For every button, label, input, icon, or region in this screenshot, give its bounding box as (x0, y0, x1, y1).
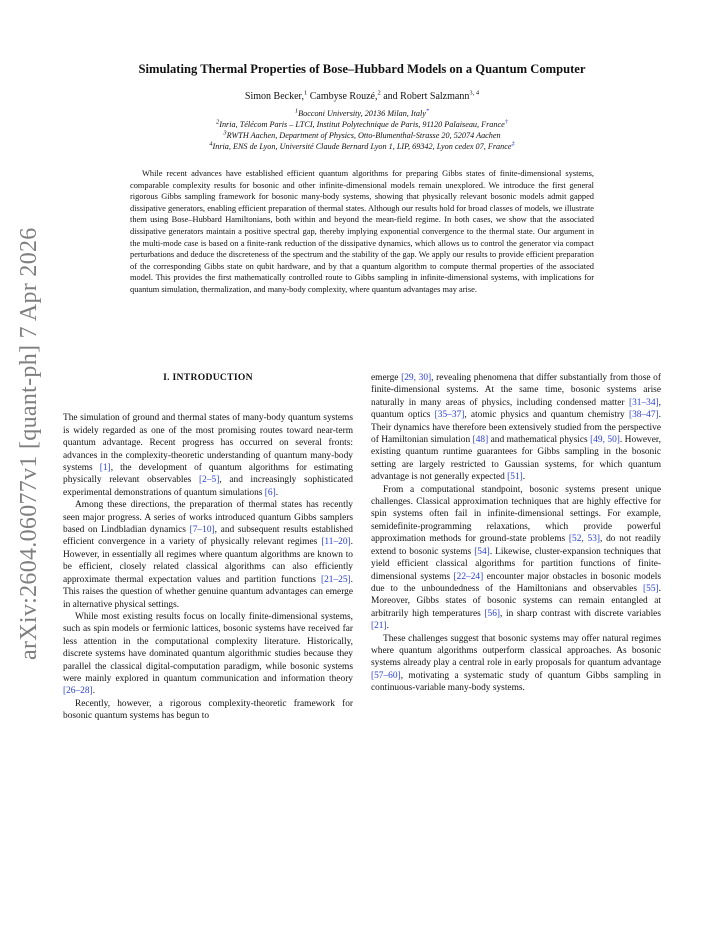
citation-link[interactable]: [29, 30] (401, 373, 432, 383)
body-text: , motivating a systematic study of quantum Gibbs sampling in continuous-variable many-body systems. (371, 670, 661, 694)
citation-link[interactable]: [38–47] (628, 410, 659, 421)
body-paragraph (63, 611, 353, 698)
body-text: . Likewise, cluster-expansion techniques that yield efficient classical algorithms for partition functions of finite-dimensional systems (371, 546, 661, 582)
citation-link[interactable]: [52, 53] (568, 534, 600, 545)
citation-link[interactable]: [21] (371, 621, 387, 632)
affiliation-number: 2 (215, 118, 220, 126)
affiliation-line (60, 130, 664, 141)
citation-link[interactable]: [22–24] (453, 571, 484, 582)
citation-link[interactable]: [55] (643, 583, 659, 594)
citation-link[interactable]: [26–28] (63, 686, 93, 697)
affiliation-text: RWTH Aachen, Department of Physics, Otto-Blumenthal-Strasse 20, 52074 Aachen (226, 131, 501, 140)
body-text: . (386, 621, 389, 632)
right-column (371, 372, 661, 695)
citation-link[interactable]: [49, 50] (590, 435, 620, 446)
body-text: , quantum optics (371, 397, 661, 421)
affiliation-text: Bocconi University, 20136 Milan, Italy (298, 109, 426, 118)
email-footnote-link[interactable]: ‡ (511, 140, 515, 148)
body-text: , atomic physics and quantum chemistry (464, 410, 629, 421)
citation-link[interactable]: [6] (264, 487, 276, 498)
author-affiliation-mark: 2 (377, 89, 381, 97)
body-text: , in sharp contrast with discrete variables (500, 608, 661, 619)
author-affiliation-mark: 1 (303, 89, 308, 97)
body-text: While most existing results focus on locally finite-dimensional systems, such as spin models or fermionic lattices, bosonic systems have received far less attention in the computational complexity literature. Historically, discrete systems have dominated quantum algorithmic studies because they parallel the classical digital-computation paradigm, while bosonic systems were mainly explored in quantum communication and information theory (63, 611, 353, 684)
affiliation-text: Inria, ENS de Lyon, Université Claude Bernard Lyon 1, LIP, 69342, Lyon cedex 07, France (212, 142, 512, 151)
body-text: , the development of quantum algorithms for estimating physically relevant observables (63, 463, 353, 486)
citation-link[interactable]: [48] (472, 435, 489, 446)
affiliation-list (60, 108, 664, 152)
body-paragraph (371, 633, 661, 695)
body-text: . Their dynamics have therefore been extensively studied from the perspective of Hamiltonian simulation (371, 410, 662, 446)
citation-link[interactable]: [21–25] (320, 574, 351, 585)
author-name: Simon Becker, (244, 91, 304, 102)
body-paragraph (63, 412, 353, 499)
affiliation-line (60, 141, 664, 152)
citation-link[interactable]: [54] (474, 546, 490, 557)
citation-link[interactable]: [31–34] (628, 397, 659, 408)
body-text: , and subsequent results established efficient convergence in a variety of physically relevant regimes (63, 525, 353, 548)
email-footnote-link[interactable]: † (504, 118, 509, 126)
affiliation-text: Inria, Télécom Paris – LTCI, Institut Polytechnique de Paris, 91120 Palaiseau, France (219, 120, 505, 129)
body-text: . However, existing quantum runtime guarantees for Gibbs sampling in the bosonic setting are largely restricted to Gaussian systems, for which quantum advantage is not generally expected (371, 435, 661, 483)
affiliation-number: 3 (223, 129, 227, 137)
citation-link[interactable]: [51] (507, 472, 523, 483)
email-footnote-link[interactable]: * (425, 107, 430, 115)
citation-link[interactable]: [57–60] (371, 670, 401, 681)
body-text: emerge (371, 373, 402, 383)
section-heading: I. INTRODUCTION (163, 372, 253, 383)
left-column (63, 372, 353, 723)
citation-link[interactable]: [2–5] (199, 475, 220, 486)
body-text: These challenges suggest that bosonic systems may offer natural regimes where quantum algorithms outperform classical approaches. As bosonic systems already play a central role in early proposals for quantum advantage (371, 633, 661, 669)
body-text: , and increasingly sophisticated experimental demonstrations of quantum simulations (63, 475, 353, 498)
body-paragraph (371, 484, 661, 633)
citation-link[interactable]: [11–20] (321, 537, 351, 548)
author-affiliation-mark: 3, 4 (469, 89, 480, 97)
body-text: encounter major obstacles in bosonic models due to the unboundedness of the Hamiltonians and observables (371, 571, 661, 594)
body-text: , revealing phenomena that differ substantially from those of finite-dimensional systems. At the same time, bosonic systems arise naturally in many areas of physics, including condensed matter (371, 373, 661, 408)
affiliation-line (60, 119, 664, 130)
body-text: Among these directions, the preparation of thermal states has recently seen major progress. A series of works introduced quantum Gibbs samplers based on Lindbladian dynamics (63, 500, 353, 536)
right-column-body (371, 372, 661, 695)
body-text: The simulation of ground and thermal states of many-body quantum systems is widely regarded as one of the most promising routes toward near-term quantum advantage. Recent progress has occurred on several fronts: advances in the complexity-theoretic understanding of quantum many-body systems (63, 413, 353, 474)
citation-link[interactable]: [56] (484, 608, 501, 619)
abstract: While recent advances have established efficient quantum algorithms for preparing Gibbs states of finite-dimensional systems, comparable complexity results for bosonic and other infinite-dimensional models remain unexplored. We introduce the first general rigorous Gibbs sampling framework for bosonic many-body systems, showing that physically relevant bosonic models admit gapped dissipative generators, enabling efficient preparation of thermal states. Although our results hold for broad classes of models, we illustrate them using Bose–Hubbard Hamiltonians, both within and beyond the mean-field regime. In both cases, we show that the associated dissipative generators maintain a positive spectral gap, thereby implying exponential convergence to the thermal state. Our argument in the multi-mode case is based on a finite-rank reduction of the dissipative dynamics, which allows us to control the generator via compact perturbations and deduce the discreteness of the spectrum and the stability of the gap. We apply our results to provide efficient preparation of the corresponding Gibbs state on qubit hardware, and by that a quantum algorithm to compute thermal properties of the associated model. This provides the first mathematically controlled route to Gibbs sampling in infinite-dimensional systems, with implications for quantum simulation, thermalization, and many-body complexity, where quantum advantages may arise. (130, 169, 594, 294)
left-column-body (63, 412, 353, 722)
body-paragraph (371, 372, 661, 484)
body-text: and mathematical physics (488, 435, 591, 446)
citation-link[interactable]: [35–37] (434, 410, 465, 421)
body-text: Recently, however, a rigorous complexity-theoretic framework for bosonic quantum systems has begun to (63, 698, 353, 722)
body-paragraph (63, 499, 353, 611)
body-text: . This raises the question of whether genuine quantum advantages can emerge in alternative physical settings. (63, 574, 353, 610)
citation-link[interactable]: [7–10] (189, 525, 215, 536)
body-paragraph (63, 698, 353, 723)
citation-link[interactable]: [1] (99, 463, 111, 474)
arxiv-identifier-stamp: arXiv:2604.06077v1 [quant-ph] 7 Apr 2026 (16, 227, 42, 660)
body-text: . However, in essentially all regimes where quantum algorithms are known to be efficient, closely related classical algorithms can also efficiently approximate thermal expectation values and partition functions (63, 537, 353, 585)
affiliation-line (60, 108, 664, 119)
body-text: . (275, 487, 279, 498)
paper-title: Simulating Thermal Properties of Bose–Hubbard Models on a Quantum Computer (138, 62, 586, 76)
body-text: . (92, 686, 96, 697)
author-name: and Robert Salzmann (380, 91, 470, 102)
body-text: . Moreover, Gibbs states of bosonic systems can remain entangled at arbitrarily high temperatures (371, 583, 661, 619)
affiliation-number: 1 (294, 107, 299, 115)
body-text: , do not readily extend to bosonic systems (371, 534, 661, 557)
affiliation-number: 4 (209, 140, 213, 148)
body-text: From a computational standpoint, bosonic systems present unique challenges. Classical approximation techniques that are highly effective for spin systems often fail in infinite-dimensional settings. For example, semidefinite-programming relaxations, which provide powerful approximation methods for ground-state problems (371, 484, 661, 545)
author-name: Cambyse Rouzé, (307, 91, 378, 102)
author-list (60, 91, 664, 102)
body-text: . (522, 472, 526, 483)
